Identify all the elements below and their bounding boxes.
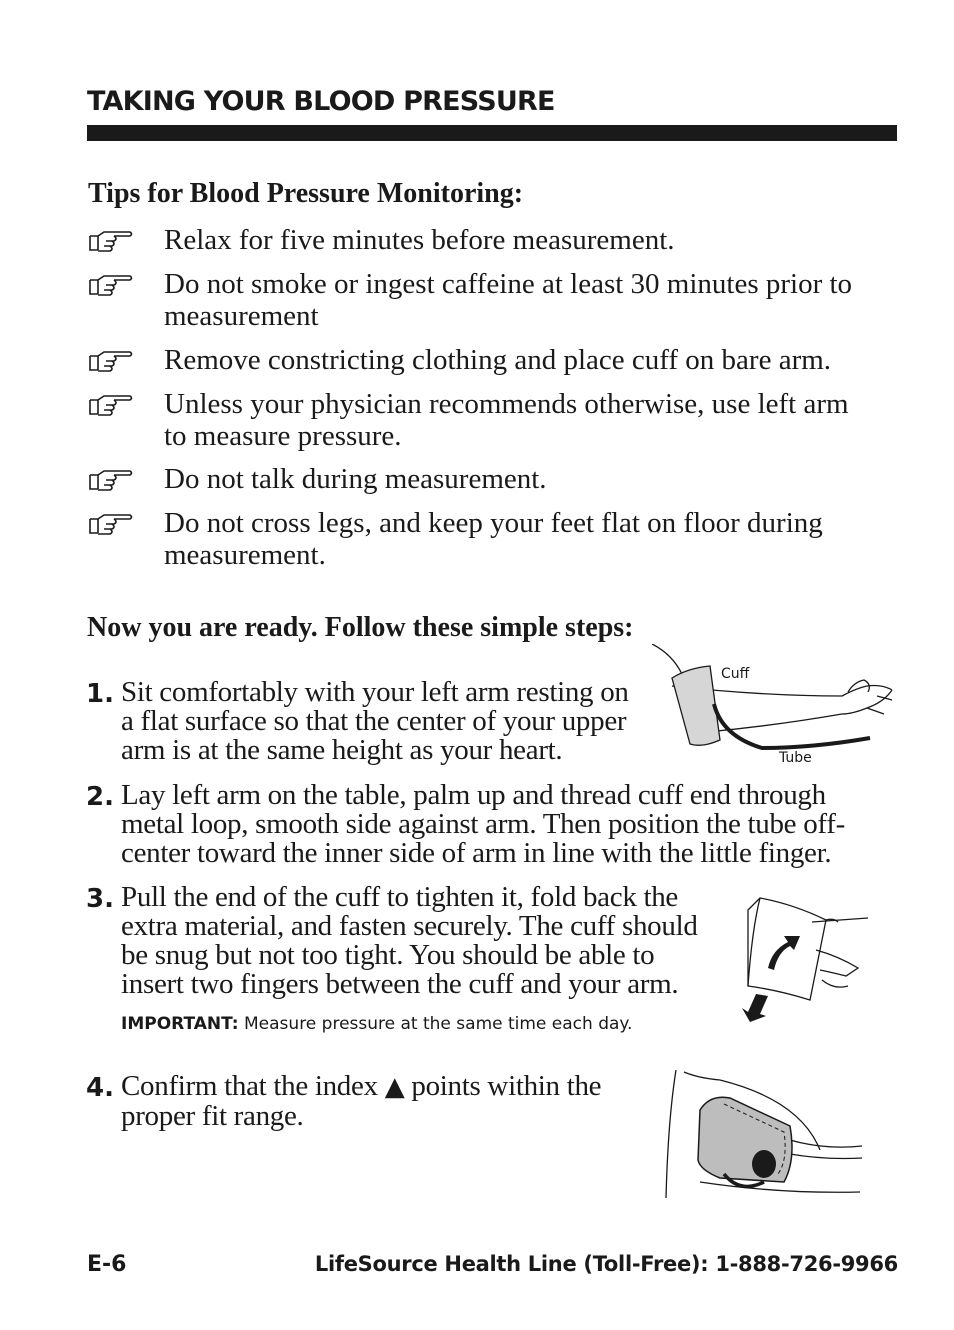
important-label: IMPORTANT: [121,1014,239,1034]
tip-item [88,224,878,256]
tip-text: Unless your physician recommends otherwise, use left arm to measure pressure. [164,388,849,452]
step-text [121,1072,606,1131]
tip-item [88,268,878,332]
tube-label: Tube [779,750,812,766]
step-text: Lay left arm on the table, palm up and thread cuff end through metal loop, smooth side against arm. Then position the tube off-center toward the inner side of arm in line with the little finger. [121,779,845,869]
step-item [86,883,706,999]
important-text: Measure pressure at the same time each day. [238,1014,633,1034]
arm-cuff-illustration [652,644,902,774]
pointing-hand-icon [88,272,134,298]
page-number: E-6 [87,1252,127,1277]
section-title: TAKING YOUR BLOOD PRESSURE [87,86,555,117]
tips-heading: Tips for Blood Pressure Monitoring: [88,178,524,209]
step-text-after: points within the proper fit range. [121,1070,602,1132]
step-text: Pull the end of the cuff to tighten it, fold back the extra material, and fasten securely. The cuff should be snug but not too tight. You should be able to insert two fingers between the cuff and your arm. [121,881,698,1000]
cuff-label: Cuff [721,666,750,682]
step-item [86,781,861,868]
step-number: 1. [86,679,114,709]
step-number: 4. [86,1073,114,1103]
step-number: 2. [86,782,114,812]
tip-text: Do not smoke or ingest caffeine at least 30 minutes prior to measurement [164,268,853,332]
title-rule [87,125,897,141]
tip-item [88,463,878,495]
step-item [86,678,646,765]
step-text-before: Confirm that the index [121,1070,378,1102]
tip-text: Relax for five minutes before measurement. [164,224,675,256]
tip-item [88,344,878,376]
tip-text: Remove constricting clothing and place cuff on bare arm. [164,344,832,376]
tip-text: Do not cross legs, and keep your feet flat on floor during measurement. [164,507,823,571]
tip-text: Do not talk during measurement. [164,463,547,495]
pointing-hand-icon [88,511,134,537]
important-note [121,1014,632,1034]
tip-item [88,507,878,571]
pointing-hand-icon [88,228,134,254]
step-text: Sit comfortably with your left arm resting on a flat surface so that the center of your upper arm is at the same height as your heart. [121,676,629,766]
cuff-tightening-illustration [738,890,878,1022]
health-line-footer: LifeSource Health Line (Toll-Free): 1-888-726-9966 [314,1252,898,1276]
pointing-hand-icon [88,467,134,493]
step-item [86,1072,606,1131]
step-number: 3. [86,884,114,914]
cuff-fit-range-illustration [660,1070,866,1200]
pointing-hand-icon [88,348,134,374]
steps-heading: Now you are ready. Follow these simple steps: [87,612,634,643]
pointing-hand-icon [88,392,134,418]
tip-item [88,388,878,452]
index-triangle-icon: ▲ [384,1072,405,1102]
